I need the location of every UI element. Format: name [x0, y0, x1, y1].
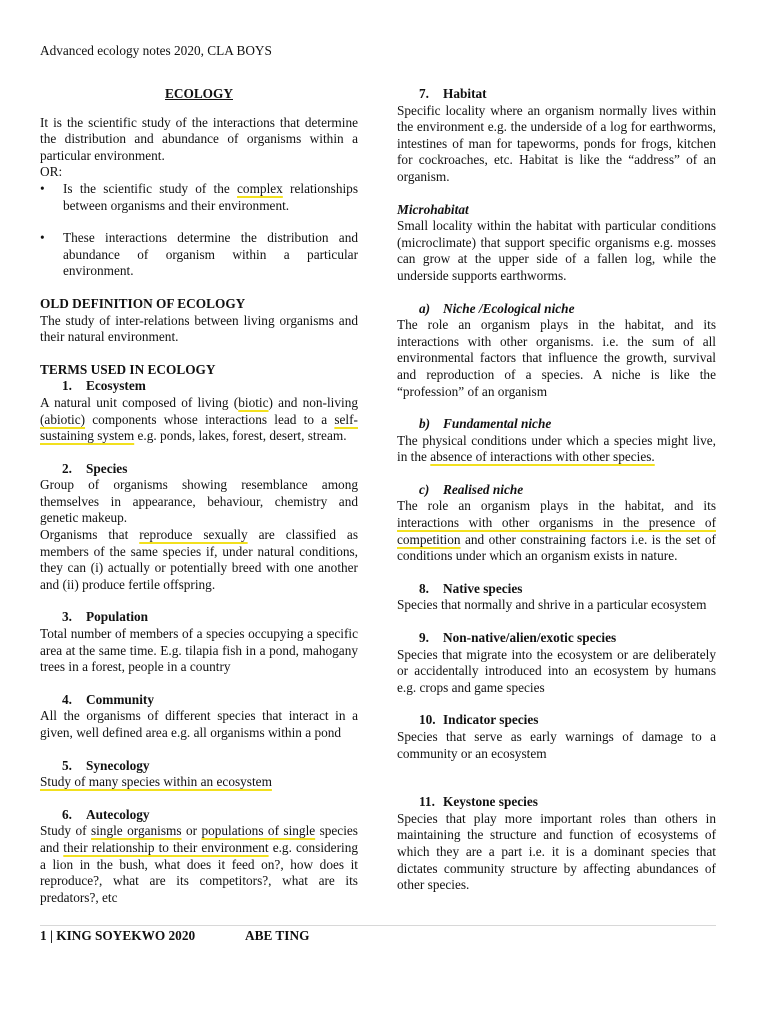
term-text-keystone: Species that play more important roles than others in maintaining the structure and function of ecosystems of which they are a part i.e. it is a dominant species that dictates community structure by affecting abundances of other species. [397, 810, 716, 893]
term-heading-autecology: 6. Autecology [62, 806, 150, 822]
definition-list [40, 181, 358, 280]
old-definition-text: The study of inter-relations between living organisms and their natural environment. [40, 312, 358, 345]
page-header: Advanced ecology notes 2020, CLA BOYS [40, 43, 272, 58]
term-heading-community: 4. Community [62, 691, 154, 707]
term-heading-species: 2. Species [62, 460, 128, 476]
term-heading-microhabitat: Microhabitat [397, 201, 469, 217]
footer-divider [40, 925, 716, 926]
term-text-realised-niche: The role an organism plays in the habitat, and its interactions with other organisms in the presence of competition and other constraining factors i.e. is the set of conditions under which an organism exists in nature. [397, 498, 716, 564]
term-heading-nonnative: 9. Non-native/alien/exotic species [419, 630, 617, 646]
term-text-population: Total number of members of a species occupying a specific area at the same time. E.g. tilapia fish in a pond, mahogany trees in a forest, people in a country [40, 626, 358, 675]
term-text-synecology: Study of many species within an ecosystem [40, 774, 272, 790]
intro-paragraph: It is the scientific study of the interactions that determine the distribution and abundance of organisms within a particular environment. [40, 114, 358, 163]
term-heading-native: 8. Native species [419, 580, 523, 596]
term-heading-realised-niche: c) Realised niche [419, 481, 524, 497]
term-heading-indicator: 10. Indicator species [419, 712, 539, 728]
term-heading-population: 3. Population [62, 609, 149, 625]
term-text-species-2: Organisms that reproduce sexually are classified as members of the same species if, under natural conditions, they can (i) actually or potentially breed with one another and (ii) produce fertile offspring. [40, 527, 359, 592]
term-text-autecology: Study of single organisms or populations of single species and their relationship to their environment e.g. considering a lion in the bush, what does it feed on?, how does it reproduce?, what are its competitors?, what are its predators?, etc [40, 823, 359, 905]
term-heading-keystone: 11. Keystone species [419, 794, 538, 810]
or-label: OR: [40, 164, 63, 180]
footer-author: ABE TING [245, 928, 310, 943]
term-text-microhabitat: Small locality within the habitat with particular conditions (microclimate) that support specific organisms e.g. mosses can grow at the upper side of a fallen log, while the underside supports earthworms. [397, 218, 716, 283]
term-heading-ecosystem: 1. Ecosystem [62, 378, 146, 394]
old-definition-heading: OLD DEFINITION OF ECOLOGY [40, 295, 246, 311]
page-title: ECOLOGY [165, 86, 233, 101]
term-text-fundamental-niche: The physical conditions under which a species might live, in the absence of interactions with other species. [397, 432, 716, 465]
term-text-ecosystem: A natural unit composed of living (biotic) and non-living (abiotic) components whose interactions lead to a self-sustaining system e.g. ponds, lakes, forest, desert, stream. [40, 394, 358, 444]
term-text-species-1: Group of organisms showing resemblance among themselves in appearance, behaviour, chemistry and genetic makeup. [40, 477, 358, 526]
term-text-habitat: Specific locality where an organism normally lives within the environment e.g. the underside of a log for earthworms, intestines of man for tapeworms, ponds for frogs, kitchen for cockroaches, etc. Habitat is like the “address” of an organism. [397, 102, 716, 184]
left-column [40, 86, 358, 906]
right-column [397, 86, 716, 894]
term-heading-fundamental-niche: b) Fundamental niche [419, 416, 552, 432]
term-heading-niche: a) Niche /Ecological niche [419, 300, 575, 316]
term-text-native: Species that normally and shrive in a particular ecosystem [397, 597, 707, 613]
term-text-niche: The role an organism plays in the habitat, and its interactions with other organisms. i.e. the sum of all environmental factors that influence the growth, survival and reproduction of a species. A niche is like the “profession” of an organism [397, 317, 716, 399]
footer-page-label: 1 | KING SOYEKWO 2020 [40, 928, 196, 943]
term-heading-habitat: 7. Habitat [419, 86, 487, 101]
term-text-indicator: Species that serve as early warnings of damage to a community or an ecosystem [397, 729, 716, 761]
term-text-community: All the organisms of different species that interact in a given, well defined area e.g. all organisms within a pond [40, 708, 358, 740]
term-heading-synecology: 5. Synecology [62, 757, 150, 773]
terms-heading: TERMS USED IN ECOLOGY [40, 361, 216, 377]
term-text-nonnative: Species that migrate into the ecosystem or are deliberately or accidentally introduced into an ecosystem by humans e.g. crops and game species [397, 646, 716, 695]
definition-bullet-1: • Is the scientific study of the complex relationships between organisms and their environment. [40, 181, 358, 214]
definition-bullet-2: • These interactions determine the distribution and abundance of organism within a particular environment. [40, 230, 358, 280]
